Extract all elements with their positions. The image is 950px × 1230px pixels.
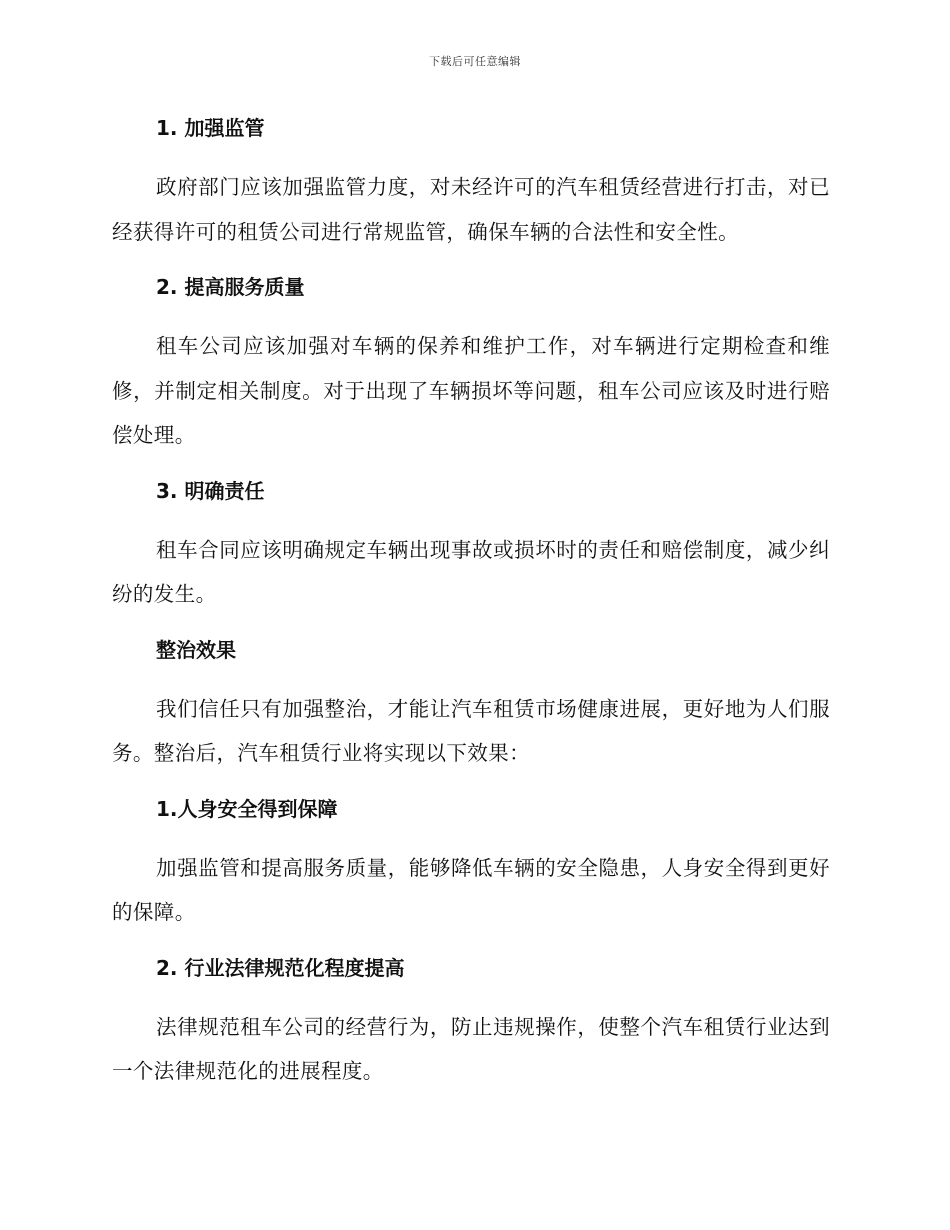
section-paragraph-legal-standardization: 法律规范租车公司的经营行为，防止违规操作，使整个汽车租赁行业达到一个法律规范化的进展程度。 (112, 1014, 830, 1083)
section-paragraph-clarify-responsibility: 租车合同应该明确规定车辆出现事故或损坏时的责任和赔偿制度，减少纠纷的发生。 (112, 537, 830, 606)
section-paragraph-rectification-effects: 我们信任只有加强整治，才能让汽车租赁市场健康进展，更好地为人们服务。整治后，汽车租赁行业将实现以下效果： (112, 696, 830, 765)
section-heading-clarify-responsibility: 3. 明确责任 (156, 478, 265, 503)
section-paragraph-strengthen-supervision: 政府部门应该加强监管力度，对未经许可的汽车租赁经营进行打击，对已经获得许可的租赁公司进行常规监管，确保车辆的合法性和安全性。 (112, 175, 830, 244)
section-paragraph-service-quality: 租车公司应该加强对车辆的保养和维护工作，对车辆进行定期检查和维修，并制定相关制度。对于出现了车辆损坏等问题，租车公司应该及时进行赔偿处理。 (112, 334, 830, 447)
document-body (112, 110, 830, 1094)
section-heading-legal-standardization: 2. 行业法律规范化程度提高 (156, 955, 405, 980)
section-paragraph-personal-safety: 加强监管和提高服务质量，能够降低车辆的安全隐患，人身安全得到更好的保障。 (112, 855, 830, 924)
section-heading-rectification-effects: 整治效果 (156, 637, 236, 662)
page-header-note: 下载后可任意编辑 (429, 55, 521, 68)
section-heading-service-quality: 2. 提高服务质量 (156, 275, 305, 299)
section-heading-strengthen-supervision: 1. 加强监管 (156, 116, 265, 140)
section-heading-personal-safety: 1.人身安全得到保障 (156, 796, 338, 821)
